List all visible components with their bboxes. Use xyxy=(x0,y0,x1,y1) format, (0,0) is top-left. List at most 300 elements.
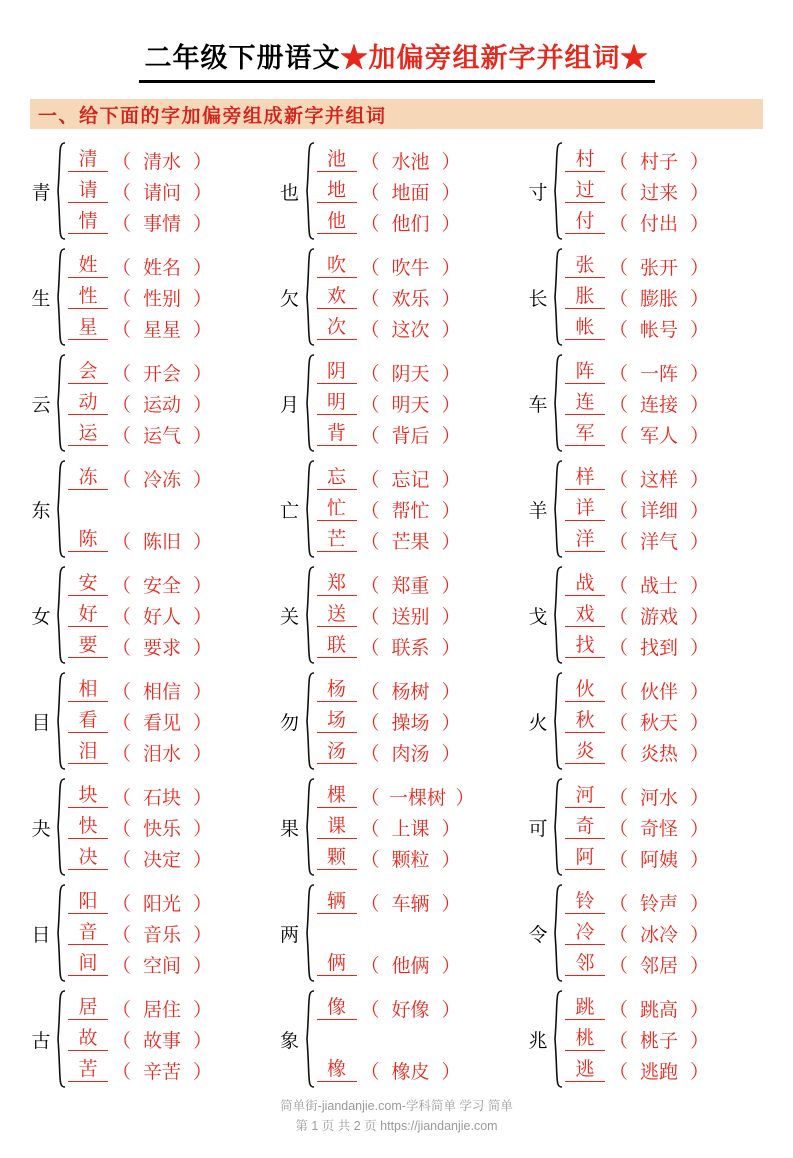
new-character-blank[interactable]: 过 xyxy=(565,179,605,203)
word-answer[interactable]: 详细 xyxy=(640,500,679,522)
word-parentheses xyxy=(605,421,765,448)
group-rows xyxy=(565,569,765,662)
answer-row xyxy=(68,781,268,812)
word-answer[interactable]: 这次 xyxy=(391,319,430,341)
word-answer[interactable]: 橡皮 xyxy=(391,1061,430,1083)
word-parentheses xyxy=(605,814,765,841)
group-rows xyxy=(68,569,268,662)
word-answer[interactable]: 冷冻 xyxy=(143,469,182,491)
word-answer[interactable]: 好像 xyxy=(391,999,430,1021)
character-group xyxy=(28,247,268,347)
left-paren: （ xyxy=(609,849,629,871)
new-character-blank[interactable]: 详 xyxy=(565,497,605,521)
right-paren: ） xyxy=(441,469,461,491)
new-character-blank[interactable]: 忘 xyxy=(317,466,357,490)
new-character-blank[interactable]: 运 xyxy=(68,422,108,446)
word-parentheses xyxy=(108,315,268,342)
new-character-blank[interactable]: 帐 xyxy=(565,316,605,340)
answer-row xyxy=(68,706,268,737)
word-answer[interactable]: 联系 xyxy=(391,637,430,659)
word-answer[interactable]: 铃声 xyxy=(640,893,679,915)
word-parentheses xyxy=(357,359,517,386)
new-character-blank[interactable]: 像 xyxy=(317,996,357,1020)
word-answer[interactable]: 连接 xyxy=(640,394,679,416)
brace-icon xyxy=(551,141,563,241)
right-paren: ） xyxy=(690,394,710,416)
group-rows xyxy=(68,251,268,344)
word-parentheses xyxy=(605,920,765,947)
word-answer[interactable]: 石块 xyxy=(143,787,182,809)
word-answer[interactable]: 洋气 xyxy=(640,531,679,553)
new-character-blank[interactable]: 故 xyxy=(68,1027,108,1051)
word-answer[interactable]: 吹牛 xyxy=(391,257,430,279)
word-answer[interactable]: 车辆 xyxy=(391,893,430,915)
word-answer[interactable]: 忘记 xyxy=(391,469,430,491)
left-paren: （ xyxy=(360,213,380,235)
word-parentheses xyxy=(108,147,268,174)
new-character-blank[interactable]: 杨 xyxy=(317,678,357,702)
answer-row xyxy=(68,357,268,388)
word-answer[interactable]: 奇怪 xyxy=(640,818,679,840)
new-character-blank[interactable]: 安 xyxy=(68,572,108,596)
new-character-blank[interactable]: 忙 xyxy=(317,497,357,521)
new-character-blank[interactable]: 付 xyxy=(565,210,605,234)
word-answer[interactable]: 地面 xyxy=(391,182,430,204)
word-answer[interactable]: 陈旧 xyxy=(143,531,182,553)
new-character-blank[interactable]: 明 xyxy=(317,391,357,415)
new-character-blank[interactable]: 阴 xyxy=(317,360,357,384)
brace-icon xyxy=(303,565,315,665)
brace-icon xyxy=(54,671,66,771)
right-paren: ） xyxy=(690,363,710,385)
word-parentheses xyxy=(357,633,517,660)
word-parentheses xyxy=(605,465,765,492)
word-answer[interactable]: 杨树 xyxy=(391,681,430,703)
answer-row xyxy=(565,313,765,344)
new-character-blank[interactable]: 决 xyxy=(68,846,108,870)
group-rows xyxy=(565,463,765,556)
left-paren: （ xyxy=(360,151,380,173)
word-parentheses xyxy=(605,253,765,280)
new-character-blank[interactable]: 课 xyxy=(317,815,357,839)
word-answer[interactable]: 性别 xyxy=(143,288,182,310)
base-character: 夬 xyxy=(31,818,51,840)
word-answer[interactable]: 要求 xyxy=(143,637,182,659)
answer-row xyxy=(317,993,517,1024)
left-paren: （ xyxy=(609,1061,629,1083)
left-paren: （ xyxy=(360,531,380,553)
new-character-blank[interactable] xyxy=(68,497,108,521)
word-answer[interactable]: 秋天 xyxy=(640,712,679,734)
brace-icon xyxy=(54,459,66,559)
new-character-blank[interactable]: 郑 xyxy=(317,572,357,596)
new-character-blank[interactable]: 炎 xyxy=(565,740,605,764)
new-character-blank[interactable]: 阿 xyxy=(565,846,605,870)
word-parentheses xyxy=(357,178,517,205)
base-character: 古 xyxy=(31,1030,51,1052)
brace-icon xyxy=(54,777,66,877)
word-answer[interactable]: 张开 xyxy=(640,257,679,279)
right-paren: ） xyxy=(193,681,213,703)
brace-icon xyxy=(551,777,563,877)
left-paren: （ xyxy=(609,575,629,597)
word-answer[interactable]: 决定 xyxy=(143,849,182,871)
word-answer[interactable]: 郑重 xyxy=(391,575,430,597)
right-paren: ） xyxy=(690,257,710,279)
word-answer[interactable]: 颗粒 xyxy=(391,849,430,871)
group-rows xyxy=(68,357,268,450)
word-answer[interactable]: 阴天 xyxy=(391,363,430,385)
new-character-blank[interactable]: 吹 xyxy=(317,254,357,278)
answer-row xyxy=(565,843,765,874)
word-answer[interactable]: 他们 xyxy=(391,213,430,235)
word-answer[interactable]: 桃子 xyxy=(640,1030,679,1052)
answer-row xyxy=(68,737,268,768)
new-character-blank[interactable]: 橡 xyxy=(317,1058,357,1082)
word-parentheses xyxy=(108,209,268,236)
word-answer[interactable]: 膨胀 xyxy=(640,288,679,310)
word-answer[interactable]: 逃跑 xyxy=(640,1061,679,1083)
new-character-blank[interactable]: 看 xyxy=(68,709,108,733)
new-character-blank[interactable]: 清 xyxy=(68,148,108,172)
word-answer[interactable]: 姓名 xyxy=(143,257,182,279)
character-group xyxy=(525,565,765,665)
answer-row xyxy=(68,918,268,949)
brace-icon xyxy=(54,353,66,453)
new-character-blank[interactable]: 送 xyxy=(317,603,357,627)
word-answer[interactable]: 安全 xyxy=(143,575,182,597)
word-answer[interactable]: 运气 xyxy=(143,425,182,447)
new-character-blank[interactable]: 汤 xyxy=(317,740,357,764)
new-character-blank[interactable]: 苦 xyxy=(68,1058,108,1082)
new-character-blank[interactable]: 泪 xyxy=(68,740,108,764)
word-answer[interactable]: 好人 xyxy=(143,606,182,628)
group-rows xyxy=(565,357,765,450)
section-heading-bar xyxy=(30,99,763,129)
left-paren: （ xyxy=(112,712,132,734)
word-parentheses xyxy=(357,527,517,554)
left-paren: （ xyxy=(360,182,380,204)
answer-row xyxy=(565,176,765,207)
new-character-blank[interactable]: 居 xyxy=(68,996,108,1020)
character-group xyxy=(277,777,517,877)
right-paren: ） xyxy=(441,606,461,628)
new-character-blank[interactable]: 陈 xyxy=(68,528,108,552)
right-paren: ） xyxy=(441,712,461,734)
section-heading-text: 一、给下面的字加偏旁组成新字并组词 xyxy=(38,105,387,127)
word-answer[interactable]: 明天 xyxy=(391,394,430,416)
word-parentheses xyxy=(108,708,268,735)
new-character-blank[interactable]: 俩 xyxy=(317,952,357,976)
left-paren: （ xyxy=(609,606,629,628)
exercise-column xyxy=(277,141,517,1095)
right-paren: ） xyxy=(441,681,461,703)
new-character-blank[interactable]: 阵 xyxy=(565,360,605,384)
answer-row xyxy=(68,1024,268,1055)
brace-icon xyxy=(551,459,563,559)
word-answer[interactable]: 帐号 xyxy=(640,319,679,341)
left-paren: （ xyxy=(112,849,132,871)
word-answer[interactable]: 肉汤 xyxy=(391,743,430,765)
character-group xyxy=(525,247,765,347)
new-character-blank[interactable]: 胀 xyxy=(565,285,605,309)
word-answer[interactable]: 开会 xyxy=(143,363,182,385)
word-answer[interactable]: 看见 xyxy=(143,712,182,734)
new-character-blank[interactable]: 逃 xyxy=(565,1058,605,1082)
right-paren: ） xyxy=(193,893,213,915)
word-answer[interactable]: 事情 xyxy=(143,213,182,235)
brace-icon xyxy=(303,459,315,559)
new-character-blank[interactable]: 场 xyxy=(317,709,357,733)
word-answer[interactable]: 战士 xyxy=(640,575,679,597)
word-answer[interactable]: 邻居 xyxy=(640,955,679,977)
character-group xyxy=(28,141,268,241)
group-rows xyxy=(317,145,517,238)
right-paren: ） xyxy=(690,893,710,915)
word-answer[interactable]: 他俩 xyxy=(391,955,430,977)
new-character-blank[interactable]: 地 xyxy=(317,179,357,203)
word-answer[interactable]: 找到 xyxy=(640,637,679,659)
character-group xyxy=(277,565,517,665)
new-character-blank[interactable]: 战 xyxy=(565,572,605,596)
right-paren: ） xyxy=(193,955,213,977)
new-character-blank[interactable] xyxy=(317,1027,357,1051)
base-character: 生 xyxy=(31,288,51,310)
brace-icon xyxy=(303,353,315,453)
word-parentheses xyxy=(108,633,268,660)
new-character-blank[interactable]: 请 xyxy=(68,179,108,203)
base-character: 兆 xyxy=(528,1030,548,1052)
character-group xyxy=(525,883,765,983)
character-group xyxy=(28,459,268,559)
left-paren: （ xyxy=(360,787,380,809)
left-paren: （ xyxy=(112,893,132,915)
answer-row xyxy=(68,388,268,419)
word-answer[interactable]: 故事 xyxy=(143,1030,182,1052)
new-character-blank[interactable]: 他 xyxy=(317,210,357,234)
new-character-blank[interactable]: 军 xyxy=(565,422,605,446)
left-paren: （ xyxy=(112,1061,132,1083)
word-answer[interactable]: 快乐 xyxy=(143,818,182,840)
word-answer[interactable]: 河水 xyxy=(640,787,679,809)
new-character-blank[interactable] xyxy=(317,921,357,945)
left-paren: （ xyxy=(360,955,380,977)
answer-row xyxy=(68,949,268,980)
page-title xyxy=(139,36,655,83)
right-paren: ） xyxy=(690,787,710,809)
word-answer[interactable]: 清水 xyxy=(143,151,182,173)
footer-line-1: 简单街-jiandanjie.com-学科简单 学习 简单 xyxy=(280,1099,513,1113)
left-paren: （ xyxy=(360,500,380,522)
new-character-blank[interactable]: 样 xyxy=(565,466,605,490)
new-character-blank[interactable]: 快 xyxy=(68,815,108,839)
base-character: 女 xyxy=(31,606,51,628)
word-answer[interactable]: 空间 xyxy=(143,955,182,977)
word-answer[interactable]: 付出 xyxy=(640,213,679,235)
answer-row xyxy=(317,207,517,238)
left-paren: （ xyxy=(609,363,629,385)
new-character-blank[interactable]: 音 xyxy=(68,921,108,945)
right-paren: ） xyxy=(193,425,213,447)
word-answer[interactable]: 芒果 xyxy=(391,531,430,553)
word-answer[interactable]: 过来 xyxy=(640,182,679,204)
new-character-blank[interactable]: 背 xyxy=(317,422,357,446)
word-answer[interactable]: 送别 xyxy=(391,606,430,628)
new-character-blank[interactable]: 动 xyxy=(68,391,108,415)
brace-icon xyxy=(551,671,563,771)
left-paren: （ xyxy=(609,469,629,491)
new-character-blank[interactable]: 阳 xyxy=(68,890,108,914)
left-paren: （ xyxy=(609,1030,629,1052)
left-paren: （ xyxy=(112,531,132,553)
left-paren: （ xyxy=(609,182,629,204)
right-paren: ） xyxy=(441,999,461,1021)
word-answer[interactable]: 村子 xyxy=(640,151,679,173)
new-character-blank[interactable]: 性 xyxy=(68,285,108,309)
word-parentheses xyxy=(108,602,268,629)
left-paren: （ xyxy=(112,182,132,204)
word-answer[interactable]: 背后 xyxy=(391,425,430,447)
new-character-blank[interactable]: 戏 xyxy=(565,603,605,627)
word-answer[interactable]: 阿姨 xyxy=(640,849,679,871)
base-character: 亡 xyxy=(279,500,299,522)
new-character-blank[interactable]: 相 xyxy=(68,678,108,702)
new-character-blank[interactable]: 会 xyxy=(68,360,108,384)
word-answer[interactable]: 请问 xyxy=(143,182,182,204)
answer-row xyxy=(565,419,765,450)
word-answer[interactable]: 操场 xyxy=(391,712,430,734)
new-character-blank[interactable]: 姓 xyxy=(68,254,108,278)
word-answer[interactable]: 炎热 xyxy=(640,743,679,765)
word-answer[interactable]: 欢乐 xyxy=(391,288,430,310)
group-rows xyxy=(68,463,268,556)
answer-row xyxy=(317,949,517,980)
new-character-blank[interactable]: 找 xyxy=(565,634,605,658)
answer-row xyxy=(565,282,765,313)
new-character-blank[interactable]: 欢 xyxy=(317,285,357,309)
new-character-blank[interactable]: 冷 xyxy=(565,921,605,945)
group-rows xyxy=(68,675,268,768)
word-answer[interactable]: 上课 xyxy=(391,818,430,840)
new-character-blank[interactable]: 桃 xyxy=(565,1027,605,1051)
answer-row xyxy=(565,949,765,980)
character-group xyxy=(525,671,765,771)
right-paren: ） xyxy=(690,955,710,977)
word-parentheses xyxy=(605,496,765,523)
right-paren: ） xyxy=(690,531,710,553)
title-block xyxy=(18,36,775,83)
character-group xyxy=(277,671,517,771)
right-paren: ） xyxy=(690,575,710,597)
left-paren: （ xyxy=(609,787,629,809)
word-answer[interactable]: 运动 xyxy=(143,394,182,416)
new-character-blank[interactable]: 联 xyxy=(317,634,357,658)
right-paren: ） xyxy=(193,849,213,871)
brace-icon xyxy=(551,353,563,453)
right-paren: ） xyxy=(441,213,461,235)
new-character-blank[interactable]: 次 xyxy=(317,316,357,340)
new-character-blank[interactable]: 星 xyxy=(68,316,108,340)
new-character-blank[interactable]: 芒 xyxy=(317,528,357,552)
word-parentheses xyxy=(108,178,268,205)
new-character-blank[interactable]: 伙 xyxy=(565,678,605,702)
word-answer[interactable]: 一棵树 xyxy=(389,787,447,809)
right-paren: ） xyxy=(690,743,710,765)
new-character-blank[interactable]: 棵 xyxy=(317,784,357,808)
answer-row xyxy=(317,525,517,556)
answer-row xyxy=(565,1024,765,1055)
answer-row xyxy=(317,388,517,419)
word-parentheses xyxy=(108,253,268,280)
word-answer[interactable]: 星星 xyxy=(143,319,182,341)
word-answer[interactable]: 冰冷 xyxy=(640,924,679,946)
new-character-blank[interactable]: 奇 xyxy=(565,815,605,839)
word-answer[interactable]: 伙伴 xyxy=(640,681,679,703)
new-character-blank[interactable]: 冻 xyxy=(68,466,108,490)
word-answer[interactable]: 辛苦 xyxy=(143,1061,182,1083)
brace-icon xyxy=(54,247,66,347)
word-answer[interactable]: 一阵 xyxy=(640,363,679,385)
new-character-blank[interactable]: 情 xyxy=(68,210,108,234)
new-character-blank[interactable]: 铃 xyxy=(565,890,605,914)
word-answer[interactable]: 帮忙 xyxy=(391,500,430,522)
word-answer[interactable]: 跳高 xyxy=(640,999,679,1021)
new-character-blank[interactable]: 块 xyxy=(68,784,108,808)
word-answer[interactable]: 音乐 xyxy=(143,924,182,946)
new-character-blank[interactable]: 连 xyxy=(565,391,605,415)
new-character-blank[interactable]: 洋 xyxy=(565,528,605,552)
answer-row xyxy=(68,494,268,525)
new-character-blank[interactable]: 河 xyxy=(565,784,605,808)
word-parentheses xyxy=(357,889,517,916)
new-character-blank[interactable]: 张 xyxy=(565,254,605,278)
base-character: 目 xyxy=(31,712,51,734)
new-character-blank[interactable]: 村 xyxy=(565,148,605,172)
answer-row xyxy=(565,357,765,388)
word-answer[interactable]: 居住 xyxy=(143,999,182,1021)
answer-row xyxy=(565,525,765,556)
new-character-blank[interactable]: 辆 xyxy=(317,890,357,914)
right-paren: ） xyxy=(441,425,461,447)
word-answer[interactable]: 水池 xyxy=(391,151,430,173)
word-answer[interactable]: 这样 xyxy=(640,469,679,491)
word-answer[interactable]: 阳光 xyxy=(143,893,182,915)
new-character-blank[interactable]: 颗 xyxy=(317,846,357,870)
right-paren: ） xyxy=(193,1030,213,1052)
new-character-blank[interactable]: 间 xyxy=(68,952,108,976)
word-answer[interactable]: 游戏 xyxy=(640,606,679,628)
word-answer[interactable]: 军人 xyxy=(640,425,679,447)
new-character-blank[interactable]: 要 xyxy=(68,634,108,658)
character-group xyxy=(28,565,268,665)
new-character-blank[interactable]: 秋 xyxy=(565,709,605,733)
left-paren: （ xyxy=(112,469,132,491)
word-answer[interactable]: 相信 xyxy=(143,681,182,703)
answer-row xyxy=(317,176,517,207)
answer-row xyxy=(317,251,517,282)
answer-row xyxy=(317,918,517,949)
group-rows xyxy=(317,781,517,874)
new-character-blank[interactable]: 跳 xyxy=(565,996,605,1020)
new-character-blank[interactable]: 池 xyxy=(317,148,357,172)
answer-row xyxy=(565,600,765,631)
base-character: 象 xyxy=(279,1030,299,1052)
new-character-blank[interactable]: 好 xyxy=(68,603,108,627)
answer-row xyxy=(565,463,765,494)
word-answer[interactable]: 泪水 xyxy=(143,743,182,765)
new-character-blank[interactable]: 邻 xyxy=(565,952,605,976)
right-paren: ） xyxy=(690,606,710,628)
